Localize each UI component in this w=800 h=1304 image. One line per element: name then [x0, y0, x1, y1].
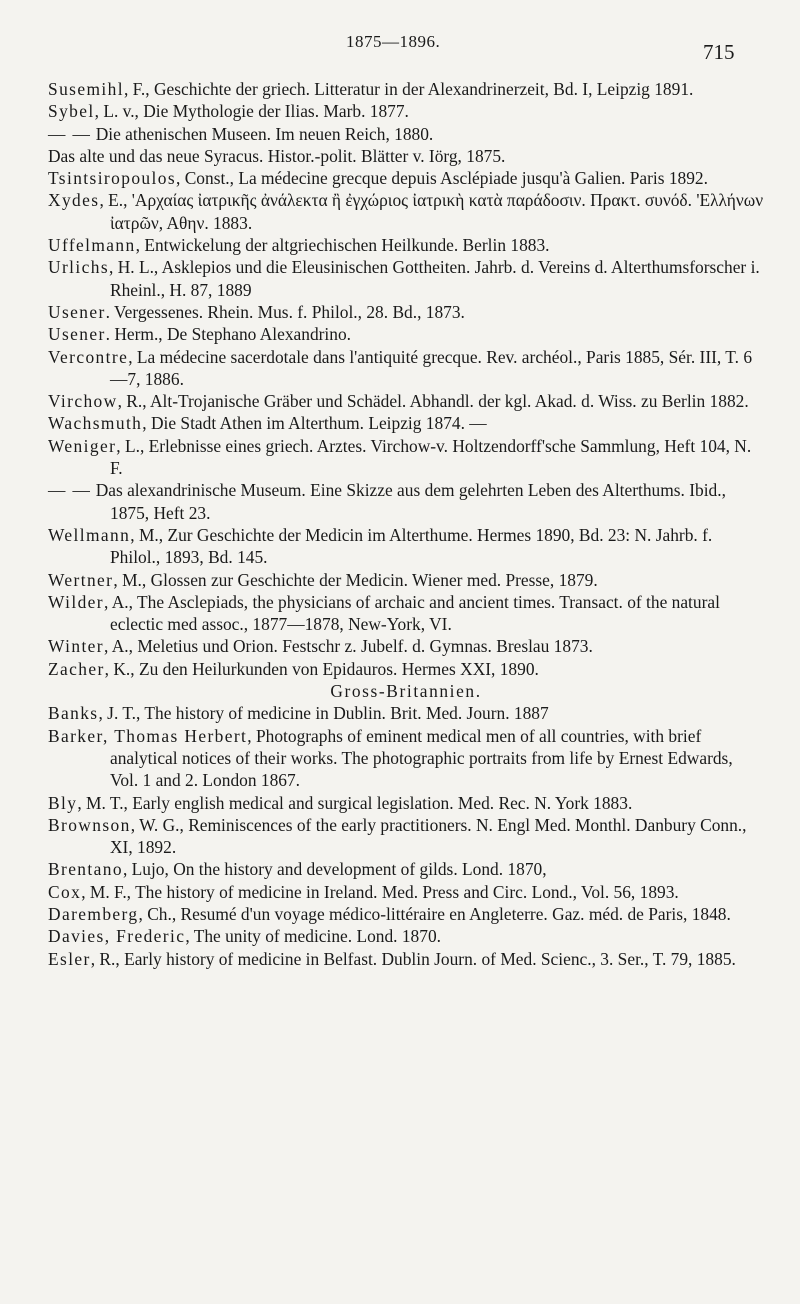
bibliography-entry [48, 323, 764, 345]
entry-author: Esler [48, 948, 91, 969]
entry-text: , A., Meletius und Orion. Festschr z. Jubelf. d. Gymnas. Breslau 1873. [104, 636, 593, 657]
bibliography-entry [48, 167, 764, 189]
entry-author: Daremberg [48, 903, 139, 924]
entry-text: , The unity of medicine. Lond. 1870. [185, 926, 441, 947]
page-number: 715 [703, 40, 735, 64]
bibliography-entry [48, 591, 764, 636]
bibliography-entry [48, 189, 764, 234]
entry-text: , M. T., Early english medical and surgical legislation. Med. Rec. N. York 1883. [77, 792, 633, 813]
entry-author: Barker, Thomas Herbert [48, 725, 248, 746]
section-heading: Gross-Britannien. [330, 681, 482, 702]
entry-author: Banks [48, 703, 99, 724]
bibliography-entry [48, 435, 764, 480]
bibliography-entry [48, 814, 764, 859]
entry-text: , Die Stadt Athen im Alterthum. Leipzig 1874. — [142, 413, 487, 434]
entry-author: Usener [48, 324, 106, 345]
entry-text: , L. v., Die Mythologie der Ilias. Marb. 1877. [94, 101, 409, 122]
entry-author: Brentano [48, 859, 123, 880]
bibliography-entry [48, 390, 764, 412]
bibliography-entry [48, 635, 764, 657]
bibliography-entry [48, 948, 764, 970]
entry-author: Susemihl [48, 79, 124, 99]
entry-author: Wilder [48, 591, 104, 612]
bibliography-entry [48, 792, 764, 814]
entry-text: , M. F., The history of medicine in Ireland. Med. Press and Circ. Lond., Vol. 56, 1893. [81, 881, 679, 902]
entry-author: Xydes [48, 190, 100, 211]
entry-text: , Const., La médecine grecque depuis Asclépiade jusqu'à Galien. Paris 1892. [176, 168, 708, 189]
entry-text: , W. G., Reminiscences of the early practitioners. N. Engl Med. Monthl. Danbury Conn., XI, 1892. [110, 814, 747, 858]
entry-author: Bly [48, 792, 78, 813]
bibliography-entry [48, 78, 764, 100]
bibliography-entry [48, 346, 764, 391]
bibliography-entry [48, 881, 764, 903]
entry-author: Vercontre [48, 346, 129, 367]
bibliography-entry [48, 524, 764, 569]
entry-author: Winter [48, 636, 104, 657]
entry-author: Usener [48, 301, 106, 322]
bibliography-entry [48, 569, 764, 591]
bibliography-entry [48, 256, 764, 301]
entry-author: Sybel [48, 101, 95, 122]
entry-text: , La médecine sacerdotale dans l'antiquité grecque. Rev. archéol., Paris 1885, Sér. III, T. 6—7, 1886. [110, 346, 753, 389]
bibliography-list [48, 78, 764, 970]
entry-text: . Herm., De Stephano Alexandrino. [105, 324, 352, 345]
entry-author: Zacher [48, 658, 105, 679]
entry-author: Cox [48, 881, 82, 902]
bibliography-entry [48, 100, 764, 122]
bibliography-entry [48, 725, 764, 792]
running-title: 1875—1896. [346, 32, 441, 51]
entry-text: Das alexandrinische Museum. Eine Skizze aus dem gelehrten Leben des Alterthums. Ibid., 1875, Heft 23. [91, 480, 726, 523]
entry-author: Tsintsiropoulos [48, 168, 177, 189]
entry-author: Wertner [48, 569, 114, 590]
bibliography-entry [48, 925, 764, 947]
entry-text: , Lujo, On the history and development of gilds. Lond. 1870, [122, 859, 547, 880]
bibliography-entry [48, 702, 764, 724]
entry-text: , M., Glossen zur Geschichte der Medicin. Wiener med. Presse, 1879. [113, 569, 598, 590]
entry-text: , Photographs of eminent medical men of all countries, with brief analytical notices of their works. The photographic portraits from life by Ernest Edwards, Vol. 1 and 2. London 1867. [110, 725, 733, 791]
bibliography-entry [48, 412, 764, 434]
entry-author: Brownson [48, 814, 131, 835]
entry-text: Die athenischen Museen. Im neuen Reich, 1880. [91, 123, 434, 144]
entry-text: , M., Zur Geschichte der Medicin im Alterthume. Hermes 1890, Bd. 23: N. Jahrb. f. Philol., 1893, Bd. 145. [110, 524, 713, 568]
entry-author: Wachsmuth [48, 413, 143, 434]
entry-author: Urlichs [48, 257, 109, 278]
bibliography-entry [48, 145, 764, 167]
entry-text: , K., Zu den Heilurkunden von Epidauros. Hermes XXI, 1890. [104, 658, 539, 679]
entry-author: Wellmann [48, 524, 131, 545]
entry-text: , E., 'Αρχαίας ἰατρικῆς ἀνάλεκτα ἢ ἐγχώριος ἰατρικὴ κατὰ παράδοσιν. Πρακτ. συνόδ. 'Ελλήνων ἰατρῶν, Αθην. 1883. [99, 190, 764, 233]
entry-author: Virchow [48, 391, 118, 412]
entry-text: , Ch., Resumé d'un voyage médico-littéraire en Angleterre. Gaz. méd. de Paris, 1848. [138, 903, 731, 924]
entry-text: , J. T., The history of medicine in Dublin. Brit. Med. Journ. 1887 [98, 703, 549, 724]
entry-text: , H. L., Asklepios und die Eleusinischen Gottheiten. Jahrb. d. Vereins d. Alterthumsforscher i. Rheinl., H. 87, 1889 [109, 257, 760, 300]
bibliography-entry [48, 234, 764, 256]
page-header [0, 30, 800, 70]
entry-text: Das alte und das neue Syracus. Histor.-polit. Blätter v. Iörg, 1875. [48, 145, 506, 166]
entry-author: Uffelmann [48, 235, 136, 256]
entry-text: , R., Alt-Trojanische Gräber und Schädel. Abhandl. der kgl. Akad. d. Wiss. zu Berlin 1882. [117, 391, 749, 412]
bibliography-entry [48, 123, 764, 145]
bibliography-entry [48, 658, 764, 680]
entry-author: — — [48, 480, 92, 501]
bibliography-entry [48, 479, 764, 524]
entry-author: Davies, Frederic [48, 926, 186, 947]
entry-text: , L., Erlebnisse eines griech. Arztes. Virchow-v. Holtzendorff'sche Sammlung, Heft 104, N. F. [110, 435, 752, 479]
entry-text: . Vergessenes. Rhein. Mus. f. Philol., 28. Bd., 1873. [105, 301, 465, 322]
entry-text: , Entwickelung der altgriechischen Heilkunde. Berlin 1883. [135, 235, 550, 256]
bibliography-entry [48, 858, 764, 880]
entry-author: Weniger [48, 435, 117, 456]
bibliography-entry [48, 903, 764, 925]
entry-text: , R., Early history of medicine in Belfast. Dublin Journ. of Med. Scienc., 3. Ser., T. 79, 1885. [90, 948, 736, 969]
entry-text: , F., Geschichte der griech. Litteratur in der Alexandrinerzeit, Bd. I, Leipzig 1891. [123, 79, 694, 99]
entry-text: , A., The Asclepiads, the physicians of archaic and ancient times. Transact. of the natural eclectic med assoc., 1877—1878, New-York, VI. [104, 591, 720, 635]
entry-author: — — [48, 123, 92, 144]
bibliography-entry [48, 301, 764, 323]
